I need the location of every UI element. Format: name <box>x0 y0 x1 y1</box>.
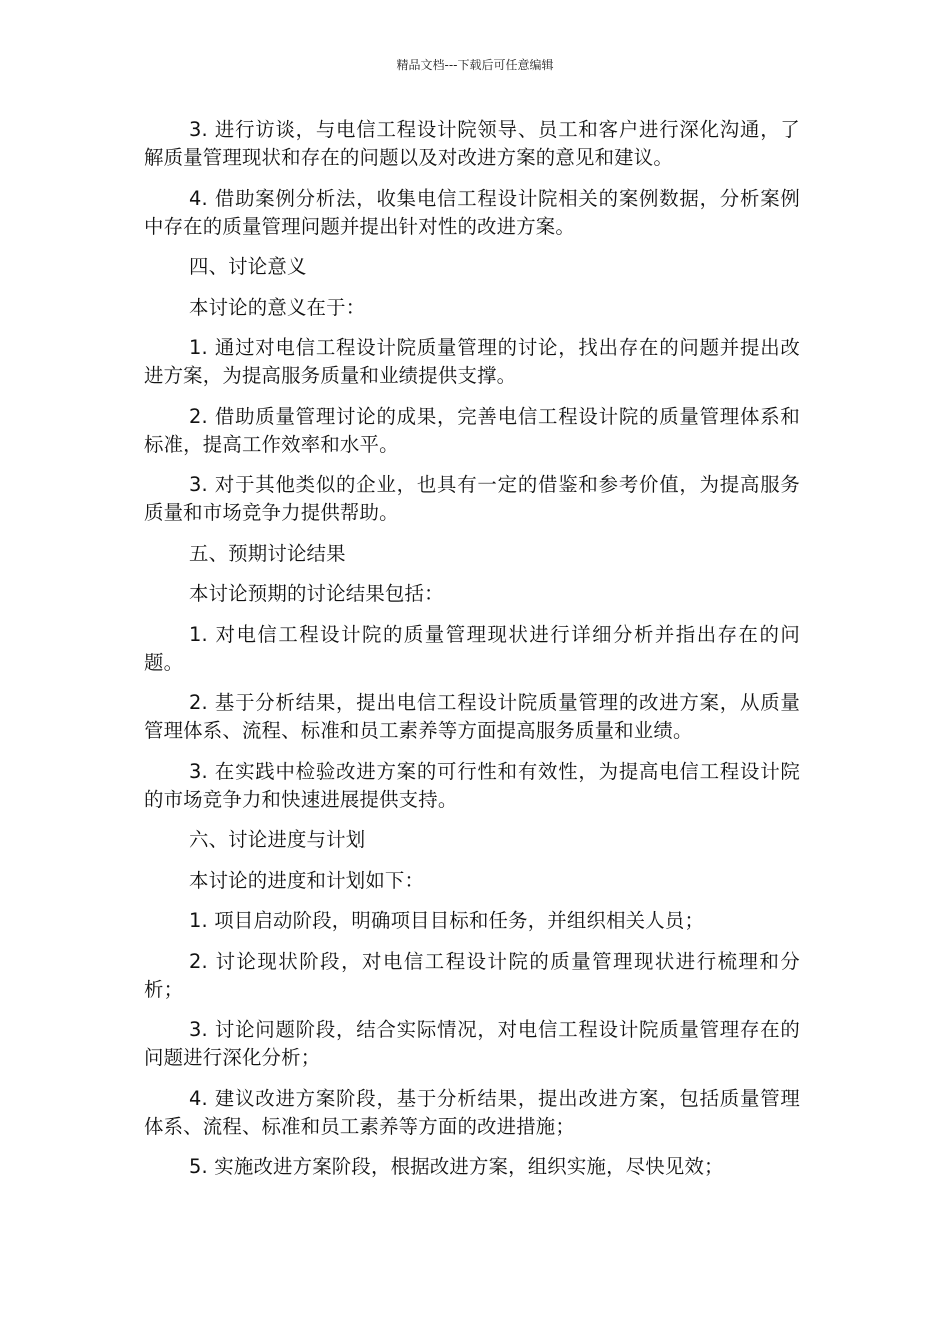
section-heading: 五、预期讨论结果 <box>189 541 346 565</box>
paragraph: 2. 借助质量管理讨论的成果，完善电信工程设计院的质量管理体系和标准，提高工作效率和水平。 <box>144 404 800 456</box>
paragraph: 4. 借助案例分析法，收集电信工程设计院相关的案例数据，分析案例中存在的质量管理问题并提出针对性的改进方案。 <box>144 186 800 238</box>
paragraph: 本讨论的进度和计划如下： <box>189 868 425 892</box>
section-heading: 四、讨论意义 <box>189 255 307 278</box>
section-heading: 六、讨论进度与计划 <box>189 828 366 851</box>
paragraph: 1. 对电信工程设计院的质量管理现状进行详细分析并指出存在的问题。 <box>144 622 800 674</box>
paragraph: 3. 进行访谈，与电信工程设计院领导、员工和客户进行深化沟通，了解质量管理现状和存在的问题以及对改进方案的意见和建议。 <box>144 118 800 169</box>
paragraph: 1. 通过对电信工程设计院质量管理的讨论，找出存在的问题并提出改进方案，为提高服务质量和业绩提供支撑。 <box>144 336 800 387</box>
document-body <box>144 116 800 1194</box>
paragraph: 4. 建议改进方案阶段，基于分析结果，提出改进方案，包括质量管理体系、流程、标准和员工素养等方面的改进措施； <box>144 1086 800 1138</box>
paragraph: 3. 讨论问题阶段，结合实际情况，对电信工程设计院质量管理存在的问题进行深化分析； <box>144 1018 800 1069</box>
paragraph: 3. 在实践中检验改进方案的可行性和有效性，为提高电信工程设计院的市场竞争力和快速进展提供支持。 <box>144 759 800 811</box>
paragraph: 5. 实施改进方案阶段，根据改进方案，组织实施，尽快见效； <box>189 1155 724 1178</box>
paragraph: 本讨论的意义在于： <box>189 295 366 319</box>
paragraph: 3. 对于其他类似的企业，也具有一定的借鉴和参考价值，为提高服务质量和市场竞争力提供帮助。 <box>144 473 800 524</box>
paragraph: 本讨论预期的讨论结果包括： <box>189 582 444 605</box>
paragraph: 2. 基于分析结果，提出电信工程设计院质量管理的改进方案，从质量管理体系、流程、标准和员工素养等方面提高服务质量和业绩。 <box>144 691 800 742</box>
paragraph: 1. 项目启动阶段，明确项目目标和任务，并组织相关人员； <box>189 909 705 932</box>
page-header: 精品文档---下载后可任意编辑 <box>396 58 554 72</box>
paragraph: 2. 讨论现状阶段，对电信工程设计院的质量管理现状进行梳理和分析； <box>144 949 800 1001</box>
